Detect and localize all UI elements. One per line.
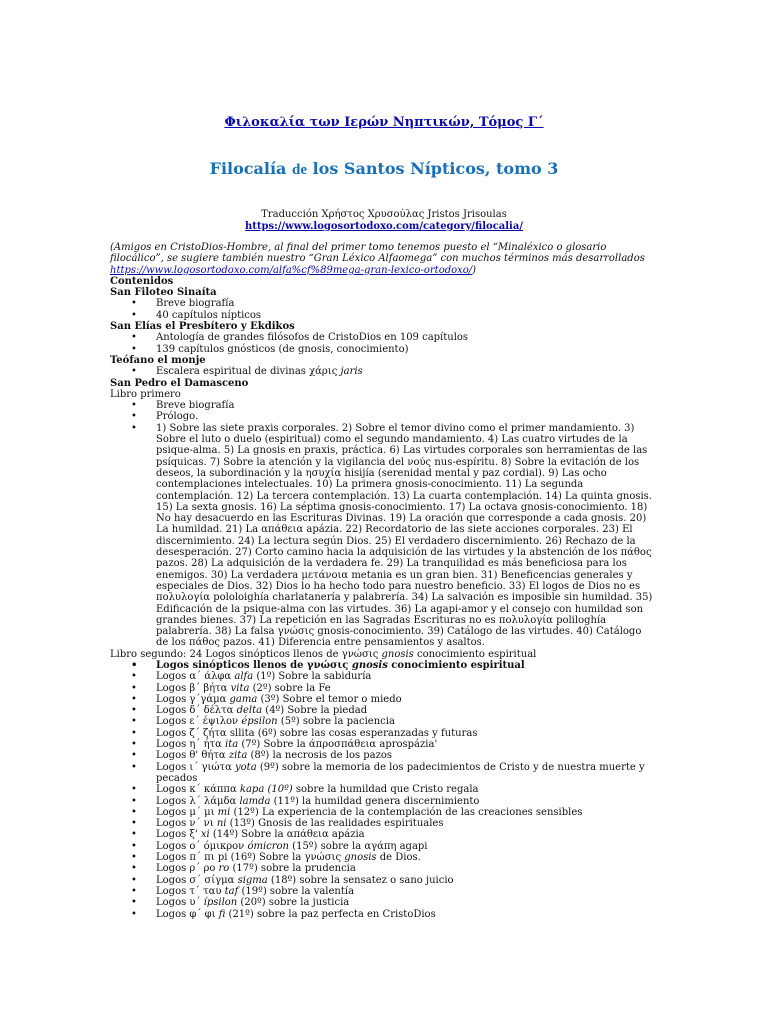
teofano-heading: Teófano el monje: [110, 354, 206, 366]
logos-item-text: (9º) sobre la memoria de los padecimientos de Cristo y de nuestra muerte y pecados: [156, 761, 645, 784]
pedro-list: [110, 400, 655, 649]
logos-item-italic: delta: [236, 705, 263, 717]
logos-item-text: (7º) Sobre la άπροσπάθεια aprospázia': [238, 739, 438, 751]
greek-title-link[interactable]: Φιλοκαλία των Ιερών Νηπτικών, Τόμος Γ΄: [224, 115, 544, 130]
logos-item-italic: ni: [216, 818, 227, 830]
logos-item-text: de Dios.: [376, 852, 421, 864]
translation-block: [0, 209, 768, 233]
logos-item-text: (4º) Sobre la piedad: [262, 705, 368, 717]
logos-item-italic: kapa (10º): [239, 784, 293, 796]
logos-item-text: (15º) sobre la αγάπη agapi: [289, 840, 428, 852]
logos-item-italic: alfa: [234, 671, 254, 683]
logos-item: [156, 671, 655, 682]
intro-text: (Amigos en CristoDios-Hombre, al final del primer tomo tenemos puesto el “Minaléxico o glosario filocálico”, se sugiere también nuestro “Gran Léxico Alfaomega” con muchos términos más desarrollados: [110, 242, 645, 265]
logos-item: [156, 694, 655, 705]
logos-list: [110, 660, 655, 920]
logos-item-italic: ita: [225, 739, 239, 751]
logos-item: [156, 909, 655, 920]
logos-item-italic: vita: [230, 682, 250, 694]
logos-item: [156, 705, 655, 716]
logos-item: [156, 762, 655, 785]
translation-line: Traducción Χρήστος Χρυσούλας Jristos Jrisoulas: [261, 209, 507, 220]
logos-item-italic: ómicron: [247, 840, 289, 852]
logos-heading: [156, 660, 655, 671]
list-item: • 40 capítulos nípticos: [156, 310, 655, 321]
logos-item-text: Logos φ΄ φι: [156, 908, 219, 920]
libro-segundo-italic: gnosis: [381, 648, 414, 660]
chapters-list-item: • 1) Sobre las siete praxis corporales. 2) Sobre el temor divino como el primer mandamiento. 3) Sobre el luto o duelo (espiritual) como el segundo mandamiento. 4) Las cuatro virtudes de la psique-alma. 5) La gnosis en praxis, práctica. 6) Las virtudes corporales son herramientas de las psíquicas. 7) Sobre la atención y la vigilancia del νούς nus-espíritu. 8) Sobre la evitación de los deseos, la subordinación y la ησυχία hisijía (serenidad mental y paz cordial). 9) Las ocho contemplaciones intelectuales. 10) La primera gnosis-conocimiento. 11) La segunda contemplación. 12) La tercera contemplación. 13) La cuarta contemplación. 14) La quinta gnosis. 15) La sexta gnosis. 16) La séptima gnosis-conocimiento. 17) La octava gnosis-conocimiento. 18) No hay desacuerdo en las Escrituras Divinas. 19) La oración que corresponde a cada gnosis. 20) La humildad. 21) La απάθεια apázia. 22) Recordatorio de las siete acciones corporales. 23) El discernimiento. 24) La lectura según Dios. 25) El verdadero discernimiento. 26) Rechazo de la desesperación. 27) Corto camino hacia la adquisición de las virtudes y la abstención de los πάθος pazos. 28) La adquisición de la verdadera fe. 29) La tranquilidad es más beneficiosa para los enemigos. 30) La verdadera μετάνοια metania es un gran bien. 31) Beneficencias generales y especiales de Dios. 32) Dios lo ha hecho todo para nuestro beneficio. 33) El logos de Dios no es πολυλογία pololoighía charlatanería y palabrería. 34) La salvación es imposible sin humildad. 35) Edificación de la psique-alma con las virtudes. 36) La agapi-amor y el consejo con humildad son grandes bienes. 37) La repetición en las Sagradas Escrituras no es πολυλογία poliloghía palabrería. 38) La falsa γνώσις gnosis-conocimiento. 39) Catálogo de las virtudes. 40) Catálogo de los πάθος pazos. 41) Diferencia entre pensamientos y asaltos.: [156, 423, 655, 649]
logos-item-italic: ípsilon: [203, 897, 238, 909]
page-title: [0, 159, 768, 179]
logos-item-italic: mi: [217, 806, 231, 818]
logos-item-italic: gnosis: [344, 852, 377, 864]
logos-item-text: (20º) sobre la justicia: [237, 897, 350, 909]
logos-item: [156, 841, 655, 852]
logos-item: [156, 716, 655, 727]
logos-item-text: Logos α΄ άλφα: [156, 671, 235, 683]
logos-item: [156, 739, 655, 750]
logos-item-text: Logos δ΄ δέλτα: [156, 705, 237, 717]
logos-item: [156, 750, 655, 761]
logos-item-text: Logos γ΄γάμα: [156, 693, 230, 705]
logos-item-text: Logos ε΄ έψιλον: [156, 716, 242, 728]
title-part-de: de: [292, 162, 307, 178]
list-item: • Prólogo.: [156, 411, 655, 422]
logos-item-italic: yota: [235, 761, 257, 773]
logos-item-text: Logos υ΄: [156, 897, 204, 909]
logos-item-italic: gama: [229, 693, 258, 705]
logos-item-italic: épsilon: [241, 716, 278, 728]
logos-item-text: Logos π΄ πι pi (16º) Sobre la γνώσις: [156, 852, 345, 864]
list-item: • Breve biografía: [156, 298, 655, 309]
title-part-a: Filocalía: [209, 159, 287, 178]
logos-item-text: Logos θ' θήτα: [156, 750, 229, 762]
logos-item-text: Logos ι΄ γιώτα: [156, 761, 236, 773]
libro-segundo-end: conocimiento espiritual: [413, 648, 537, 660]
logos-item: [156, 897, 655, 908]
libro-segundo-text: Libro segundo: 24 Logos sinópticos llenos de γνώσις: [110, 648, 382, 660]
list-item: • Breve biografía: [156, 400, 655, 411]
logos-item-text: (14º) Sobre la απάθεια apázia: [209, 829, 365, 841]
libro-primero: Libro primero: [110, 388, 181, 400]
logos-item-text: (2º) sobre la Fe: [249, 682, 331, 694]
logos-item: [156, 863, 655, 874]
glossary-link[interactable]: https://www.logosortodoxo.com/alfa%cf%89mega-gran-lexico-ortodoxo/: [110, 264, 473, 276]
logos-item: [156, 818, 655, 829]
logos-item-italic: zita: [228, 750, 248, 762]
document-body: [110, 242, 655, 920]
logos-item-text: Logos ζ΄ ζήτα sllita (6º) sobre las cosas esperanzadas y futuras: [156, 727, 478, 739]
logos-heading-text: Logos sinópticos llenos de γνώσις: [156, 659, 352, 671]
logos-item-text: (18º) sobre la sensatez o sano juicio: [267, 874, 454, 886]
logos-item: [156, 728, 655, 739]
contents-heading: Contenidos: [110, 275, 174, 287]
logos-item-text: (1º) Sobre la sabiduría: [253, 671, 372, 683]
logos-item: [156, 875, 655, 886]
teofano-item-italic: jaris: [340, 366, 363, 378]
list-item: [156, 366, 655, 377]
logos-item-text: (3º) Sobre el temor o miedo: [257, 693, 402, 705]
logos-item-italic: xi: [200, 829, 210, 841]
logos-item-italic: sigma: [237, 874, 268, 886]
logos-item-italic: fi: [218, 908, 226, 920]
intro-close: ): [472, 264, 477, 276]
logos-item-text: Logos β΄ βήτα: [156, 682, 231, 694]
logos-heading-end: conocimiento espiritual: [387, 659, 525, 671]
logos-item-italic: ro: [218, 863, 230, 875]
list-item: • Antología de grandes filósofos de CristoDios en 109 capítulos: [156, 332, 655, 343]
filoteo-list: [110, 298, 655, 321]
logos-item-text: (11º) la humildad genera discernimiento: [270, 795, 480, 807]
logos-item: [156, 807, 655, 818]
libro-segundo: [110, 649, 655, 660]
logos-item-italic: lamda: [239, 795, 271, 807]
list-item: • 139 capítulos gnósticos (de gnosis, conocimiento): [156, 344, 655, 355]
logos-item-text: (12º) La experiencia de la contemplación de las creaciones sensibles: [230, 806, 583, 818]
logos-item-text: (8º) la necrosis de los pazos: [247, 750, 393, 762]
logos-item-text: (5º) sobre la paciencia: [277, 716, 395, 728]
title-part-b: los Santos Nípticos, tomo 3: [312, 159, 559, 178]
logos-item-text: Logos ρ΄ ρο: [156, 863, 219, 875]
logos-item-text: Logos ξ': [156, 829, 201, 841]
logos-item: [156, 852, 655, 863]
logos-item-text: (13º) Gnosis de las realidades espirituales: [226, 818, 444, 830]
logos-item-text: Logos κ΄ κάππα: [156, 784, 240, 796]
logos-item-text: Logos η΄ ήτα: [156, 739, 226, 751]
logos-item-text: (21º) sobre la paz perfecta en CristoDios: [225, 908, 436, 920]
elias-list: [110, 332, 655, 355]
pedro-heading: San Pedro el Damasceno: [110, 377, 249, 389]
logos-item-text: sobre la humildad que Cristo regala: [292, 784, 479, 796]
logos-item-text: Logos λ΄ λάμδα: [156, 795, 240, 807]
logos-item-text: Logos ο΄ όμικρον: [156, 840, 248, 852]
logos-item-text: Logos σ΄ σίγμα: [156, 874, 238, 886]
teofano-item-text: Escalera espiritual de divinas χάρις: [156, 366, 341, 378]
logos-item-italic: taf: [224, 885, 239, 897]
filoteo-heading: San Filoteo Sinaíta: [110, 287, 217, 299]
elias-heading: San Elías el Presbítero y Ekdikos: [110, 321, 295, 333]
intro-paragraph: [110, 242, 655, 276]
logos-item: [156, 784, 655, 795]
logos-item: [156, 886, 655, 897]
logos-item-text: Logos ν΄ νι: [156, 818, 217, 830]
logos-item-text: Logos μ΄ μι: [156, 806, 218, 818]
logos-item: [156, 829, 655, 840]
teofano-list: [110, 366, 655, 377]
logos-item-text: (19º) sobre la valentía: [238, 885, 355, 897]
logos-item: [156, 796, 655, 807]
logos-item: [156, 683, 655, 694]
logos-heading-italic: gnosis: [351, 659, 388, 671]
logos-item-text: (17º) sobre la prudencia: [229, 863, 356, 875]
logos-item-text: Logos τ΄ ταυ: [156, 885, 225, 897]
translation-link[interactable]: https://www.logosortodoxo.com/category/filocalia/: [245, 221, 523, 232]
